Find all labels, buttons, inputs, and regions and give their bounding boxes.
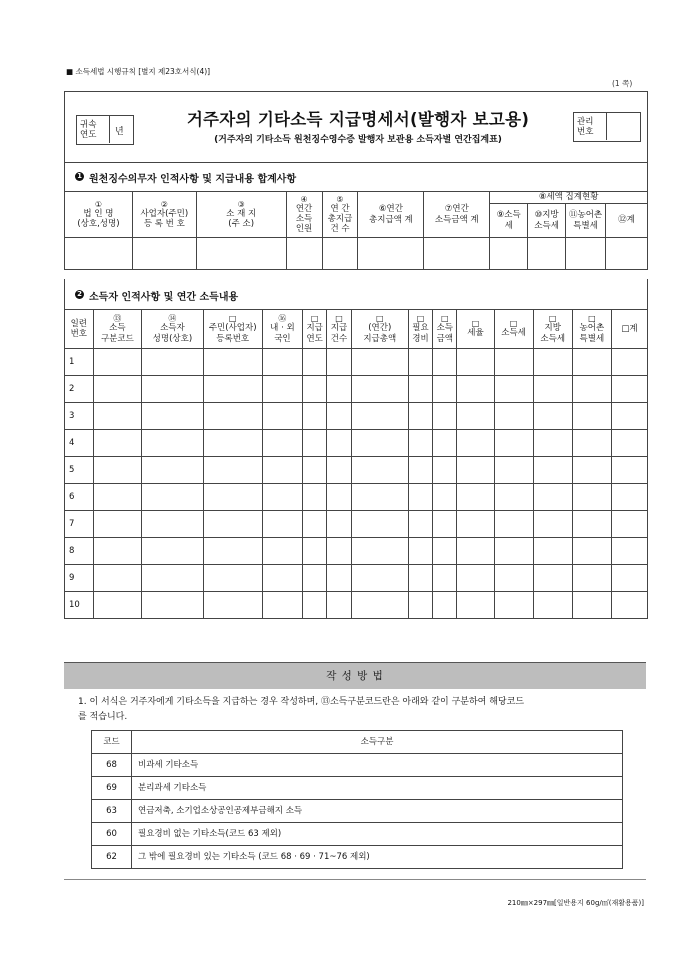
row-cell[interactable] — [494, 457, 533, 484]
row-cell[interactable] — [611, 349, 647, 376]
code-row — [92, 846, 623, 869]
code-row — [92, 754, 623, 777]
row-cell[interactable] — [351, 430, 408, 457]
s2-col-tax-rate: □ 세율 — [457, 310, 494, 349]
s2-col-income-code: ⑬ 소득 구분코드 — [93, 310, 142, 349]
row-cell[interactable] — [533, 565, 572, 592]
income-category: 분리과세 기타소득 — [132, 777, 623, 800]
category-header: 소득구분 — [132, 731, 623, 754]
row-cell[interactable] — [494, 349, 533, 376]
code-row — [92, 800, 623, 823]
table-row — [65, 349, 648, 376]
row-cell[interactable] — [457, 565, 494, 592]
row-cell[interactable] — [262, 430, 302, 457]
row-cell[interactable] — [351, 592, 408, 619]
row-cell[interactable] — [611, 592, 647, 619]
row-cell[interactable] — [327, 538, 351, 565]
row-cell[interactable] — [433, 592, 457, 619]
row-cell[interactable] — [303, 592, 327, 619]
row-cell[interactable] — [457, 592, 494, 619]
row-cell[interactable] — [433, 376, 457, 403]
row-cell[interactable] — [533, 376, 572, 403]
table-row — [65, 403, 648, 430]
row-cell[interactable] — [93, 592, 142, 619]
management-no-box — [573, 112, 641, 142]
row-cell[interactable] — [433, 484, 457, 511]
row-cell[interactable] — [611, 565, 647, 592]
s1-col-local-tax: ⑩지방 소득세 — [528, 204, 566, 238]
row-cell[interactable] — [351, 349, 408, 376]
section1-header — [64, 161, 648, 191]
s1-col-rural-tax: ⑪농어촌 특별세 — [566, 204, 606, 238]
row-cell[interactable] — [142, 457, 203, 484]
row-cell[interactable] — [93, 349, 142, 376]
row-cell[interactable] — [408, 430, 432, 457]
s2-col-nationality: ⑯ 내 · 외 국인 — [262, 310, 302, 349]
attribution-year-label: 귀속 연도 — [80, 120, 97, 140]
row-cell[interactable] — [262, 457, 302, 484]
row-cell[interactable] — [611, 511, 647, 538]
row-cell[interactable] — [142, 565, 203, 592]
s1-cell[interactable] — [566, 238, 606, 270]
instructions-item1: 1. 이 서식은 거주자에게 기타소득을 지급하는 경우 작성하며, ⑬소득구분코드란은 아래와 같이 구분하여 해당코드 를 적습니다. — [78, 697, 525, 722]
row-cell[interactable] — [408, 457, 432, 484]
table-row — [65, 430, 648, 457]
row-cell[interactable] — [303, 430, 327, 457]
form-title: 거주자의 기타소득 지급명세서(발행자 보고용) — [186, 110, 530, 129]
row-cell[interactable] — [457, 403, 494, 430]
income-code: 68 — [92, 754, 132, 777]
row-cell[interactable] — [408, 592, 432, 619]
row-cell[interactable] — [611, 430, 647, 457]
s1-col-corp-name: ① 법 인 명 (상호,성명) — [65, 192, 133, 238]
table-row — [65, 592, 648, 619]
row-cell[interactable] — [303, 403, 327, 430]
row-cell[interactable] — [327, 592, 351, 619]
row-serial-number: 6 — [65, 484, 94, 511]
row-cell[interactable] — [494, 430, 533, 457]
row-cell[interactable] — [457, 511, 494, 538]
s1-col-income-tax: ⑨소득 세 — [490, 204, 528, 238]
row-cell[interactable] — [93, 430, 142, 457]
row-cell[interactable] — [93, 565, 142, 592]
row-cell[interactable] — [262, 511, 302, 538]
row-cell[interactable] — [408, 565, 432, 592]
row-cell[interactable] — [303, 511, 327, 538]
row-cell[interactable] — [533, 484, 572, 511]
row-cell[interactable] — [262, 592, 302, 619]
row-cell[interactable] — [262, 484, 302, 511]
section2-marker: 2 — [75, 290, 84, 299]
row-cell[interactable] — [572, 565, 611, 592]
row-serial-number: 4 — [65, 430, 94, 457]
row-cell[interactable] — [494, 592, 533, 619]
row-cell[interactable] — [327, 565, 351, 592]
bottom-divider — [64, 879, 646, 880]
row-cell[interactable] — [433, 430, 457, 457]
row-cell[interactable] — [203, 430, 262, 457]
s1-cell[interactable] — [286, 238, 322, 270]
row-cell[interactable] — [494, 484, 533, 511]
s1-col-income-persons: ④ 연간 소득 인원 — [286, 192, 322, 238]
row-cell[interactable] — [351, 565, 408, 592]
row-cell[interactable] — [203, 403, 262, 430]
row-cell[interactable] — [457, 484, 494, 511]
row-cell[interactable] — [433, 403, 457, 430]
row-cell[interactable] — [408, 403, 432, 430]
table-row — [65, 484, 648, 511]
row-cell[interactable] — [533, 430, 572, 457]
row-cell[interactable] — [142, 349, 203, 376]
s2-col-income-tax: □ 소득세 — [494, 310, 533, 349]
management-no-label: 관리 번호 — [577, 117, 594, 137]
income-code-table — [91, 730, 623, 869]
row-cell[interactable] — [262, 376, 302, 403]
row-cell[interactable] — [457, 538, 494, 565]
section1-table — [64, 191, 648, 270]
income-code: 69 — [92, 777, 132, 800]
row-cell[interactable] — [572, 592, 611, 619]
row-cell[interactable] — [303, 484, 327, 511]
s1-cell[interactable] — [490, 238, 528, 270]
s1-cell[interactable] — [528, 238, 566, 270]
row-cell[interactable] — [572, 484, 611, 511]
row-cell[interactable] — [408, 538, 432, 565]
row-serial-number: 1 — [65, 349, 94, 376]
row-cell[interactable] — [611, 403, 647, 430]
row-cell[interactable] — [494, 538, 533, 565]
income-category: 필요경비 없는 기타소득(코드 63 제외) — [132, 823, 623, 846]
row-cell[interactable] — [494, 511, 533, 538]
row-cell[interactable] — [457, 457, 494, 484]
year-unit: 년 — [115, 127, 124, 137]
law-reference: ■ 소득세법 시행규칙 [별지 제23호서식(4)] — [66, 67, 211, 76]
instructions-title: 작 성 방 법 — [64, 662, 646, 689]
row-serial-number: 3 — [65, 403, 94, 430]
row-cell[interactable] — [303, 457, 327, 484]
row-cell[interactable] — [572, 376, 611, 403]
s2-col-total: □계 — [611, 310, 647, 349]
row-cell[interactable] — [262, 565, 302, 592]
row-serial-number: 2 — [65, 376, 94, 403]
row-cell[interactable] — [262, 349, 302, 376]
row-cell[interactable] — [533, 592, 572, 619]
table-row — [65, 511, 648, 538]
row-cell[interactable] — [327, 376, 351, 403]
row-cell[interactable] — [142, 376, 203, 403]
income-code: 62 — [92, 846, 132, 869]
table-row — [65, 457, 648, 484]
form-subtitle: (거주자의 기타소득 원천징수영수증 발행자 보관용 소득자별 연간집계표) — [214, 135, 502, 145]
row-serial-number: 10 — [65, 592, 94, 619]
row-cell[interactable] — [572, 430, 611, 457]
row-cell[interactable] — [457, 430, 494, 457]
page-count: (1 쪽) — [612, 79, 633, 88]
row-cell[interactable] — [457, 376, 494, 403]
income-code: 63 — [92, 800, 132, 823]
row-cell[interactable] — [142, 403, 203, 430]
s1-col-address: ③ 소 재 지 (주 소) — [196, 192, 286, 238]
row-cell[interactable] — [611, 376, 647, 403]
row-cell[interactable] — [494, 565, 533, 592]
row-cell[interactable] — [203, 592, 262, 619]
row-cell[interactable] — [142, 511, 203, 538]
section1-title: 원천징수의무자 인적사항 및 지급내용 합계사항 — [89, 174, 297, 185]
table-row — [65, 565, 648, 592]
s1-col-total-payment: ⑥연간 총지급액 계 — [358, 192, 424, 238]
s1-col-total: ⑫계 — [606, 204, 648, 238]
row-cell[interactable] — [303, 349, 327, 376]
s1-cell[interactable] — [196, 238, 286, 270]
s1-col-payment-count: ⑤ 연 간 총지급 건 수 — [322, 192, 358, 238]
row-cell[interactable] — [142, 430, 203, 457]
s2-col-earner-name: ⑭ 소득자 성명(상호) — [142, 310, 203, 349]
s2-col-pay-year: □ 지급 연도 — [303, 310, 327, 349]
row-cell[interactable] — [351, 457, 408, 484]
row-cell[interactable] — [433, 349, 457, 376]
s2-col-serial: 일련 번호 — [65, 310, 94, 349]
s2-col-income-amount: □ 소득 금액 — [433, 310, 457, 349]
row-cell[interactable] — [572, 538, 611, 565]
row-cell[interactable] — [494, 376, 533, 403]
income-code: 60 — [92, 823, 132, 846]
row-cell[interactable] — [327, 430, 351, 457]
income-category: 연금저축, 소기업소상공인공제부금해지 소득 — [132, 800, 623, 823]
row-serial-number: 5 — [65, 457, 94, 484]
row-cell[interactable] — [327, 403, 351, 430]
row-cell[interactable] — [203, 457, 262, 484]
s2-col-rural-tax: □ 농어촌 특별세 — [572, 310, 611, 349]
s1-tax-summary-header: ⑧세액 집계현황 — [490, 192, 648, 204]
row-cell[interactable] — [533, 403, 572, 430]
s1-cell[interactable] — [132, 238, 196, 270]
row-cell[interactable] — [262, 403, 302, 430]
row-cell[interactable] — [303, 565, 327, 592]
row-cell[interactable] — [457, 349, 494, 376]
row-cell[interactable] — [611, 538, 647, 565]
paper-spec: 210㎜×297㎜[일반용지 60g/㎡(재활용품)] — [507, 899, 644, 907]
s2-col-reg-no: □ 주민(사업자) 등록번호 — [203, 310, 262, 349]
row-cell[interactable] — [203, 511, 262, 538]
row-cell[interactable] — [408, 349, 432, 376]
section1-marker: 1 — [75, 172, 84, 181]
section2-header — [64, 279, 648, 309]
section2-title: 소득자 인적사항 및 연간 소득내용 — [89, 292, 239, 303]
row-cell[interactable] — [203, 538, 262, 565]
row-cell[interactable] — [93, 457, 142, 484]
table-row — [65, 376, 648, 403]
row-serial-number: 7 — [65, 511, 94, 538]
row-cell[interactable] — [408, 511, 432, 538]
row-cell[interactable] — [303, 538, 327, 565]
s2-col-total-pay: □ (연간) 지급총액 — [351, 310, 408, 349]
title-box — [64, 91, 648, 163]
s1-cell[interactable] — [358, 238, 424, 270]
s1-col-total-income: ⑦연간 소득금액 계 — [424, 192, 490, 238]
row-cell[interactable] — [327, 484, 351, 511]
row-cell[interactable] — [327, 457, 351, 484]
attribution-year-box — [76, 115, 134, 145]
row-cell[interactable] — [203, 376, 262, 403]
row-cell[interactable] — [93, 538, 142, 565]
row-cell[interactable] — [142, 592, 203, 619]
row-cell[interactable] — [572, 457, 611, 484]
row-cell[interactable] — [351, 484, 408, 511]
s1-cell[interactable] — [606, 238, 648, 270]
row-cell[interactable] — [611, 457, 647, 484]
row-serial-number: 8 — [65, 538, 94, 565]
row-cell[interactable] — [433, 565, 457, 592]
row-cell[interactable] — [351, 376, 408, 403]
section2-table — [64, 309, 648, 619]
row-cell[interactable] — [533, 511, 572, 538]
row-cell[interactable] — [611, 484, 647, 511]
row-cell[interactable] — [572, 349, 611, 376]
row-cell[interactable] — [303, 376, 327, 403]
s1-cell[interactable] — [424, 238, 490, 270]
row-cell[interactable] — [327, 511, 351, 538]
row-cell[interactable] — [262, 538, 302, 565]
income-category: 그 밖에 필요경비 있는 기타소득 (코드 68 · 69 · 71~76 제외) — [132, 846, 623, 869]
row-cell[interactable] — [572, 403, 611, 430]
row-cell[interactable] — [93, 484, 142, 511]
s1-cell[interactable] — [322, 238, 358, 270]
table-row — [65, 538, 648, 565]
row-cell[interactable] — [142, 538, 203, 565]
s1-input-row — [65, 238, 648, 270]
row-cell[interactable] — [533, 457, 572, 484]
s2-col-pay-count: □ 지급 건수 — [327, 310, 351, 349]
row-cell[interactable] — [433, 511, 457, 538]
code-header: 코드 — [92, 731, 132, 754]
code-row — [92, 777, 623, 800]
row-cell[interactable] — [203, 565, 262, 592]
s2-col-expenses: □ 필요 경비 — [408, 310, 432, 349]
row-cell[interactable] — [351, 511, 408, 538]
row-cell[interactable] — [351, 538, 408, 565]
s2-col-local-tax: □ 지방 소득세 — [533, 310, 572, 349]
code-row — [92, 823, 623, 846]
row-cell[interactable] — [93, 403, 142, 430]
s1-col-reg-no: ② 사업자(주민) 등 록 번 호 — [132, 192, 196, 238]
row-cell[interactable] — [494, 403, 533, 430]
row-cell[interactable] — [572, 511, 611, 538]
row-cell[interactable] — [433, 538, 457, 565]
row-cell[interactable] — [408, 484, 432, 511]
income-category: 비과세 기타소득 — [132, 754, 623, 777]
row-cell[interactable] — [533, 349, 572, 376]
row-cell[interactable] — [408, 376, 432, 403]
row-cell[interactable] — [327, 349, 351, 376]
row-cell[interactable] — [433, 457, 457, 484]
row-cell[interactable] — [203, 484, 262, 511]
row-cell[interactable] — [142, 484, 203, 511]
row-serial-number: 9 — [65, 565, 94, 592]
row-cell[interactable] — [203, 349, 262, 376]
row-cell[interactable] — [93, 511, 142, 538]
row-cell[interactable] — [351, 403, 408, 430]
row-cell[interactable] — [533, 538, 572, 565]
row-cell[interactable] — [93, 376, 142, 403]
s1-cell[interactable] — [65, 238, 133, 270]
